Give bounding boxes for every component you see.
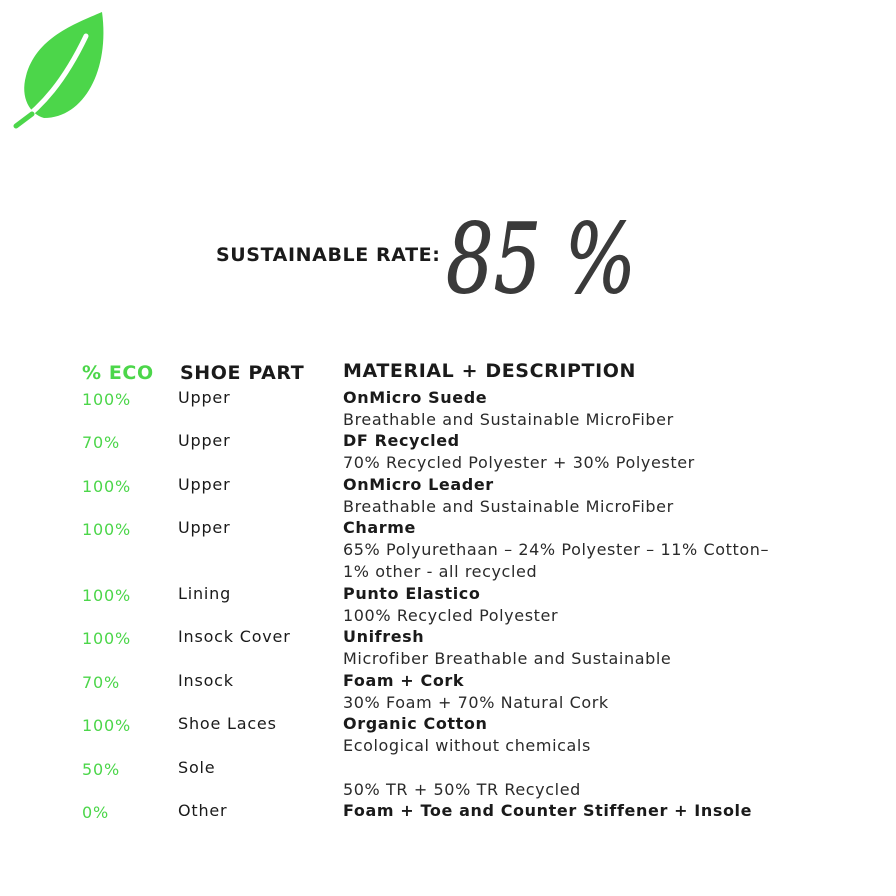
shoe-part: Lining xyxy=(178,584,232,603)
material-name: Organic Cotton xyxy=(343,714,488,733)
material-description: Breathable and Sustainable MicroFiber xyxy=(343,497,674,516)
shoe-part: Insock Cover xyxy=(178,627,291,646)
shoe-part: Upper xyxy=(178,475,231,494)
material-name: Unifresh xyxy=(343,627,425,646)
column-header-shoe-part: SHOE PART xyxy=(180,362,305,384)
shoe-part: Upper xyxy=(178,388,231,407)
material-cell xyxy=(343,713,813,757)
material-name: Punto Elastico xyxy=(343,584,481,603)
material-description: 65% Polyurethaan – 24% Polyester – 11% Cotton– 1% other - all recycled xyxy=(343,540,770,581)
material-name: Charme xyxy=(343,518,416,537)
material-cell xyxy=(343,670,813,714)
material-name: DF Recycled xyxy=(343,431,460,450)
eco-percent: 100% xyxy=(82,716,131,735)
material-description: Ecological without chemicals xyxy=(343,736,591,755)
sustainable-rate-value xyxy=(446,203,646,315)
shoe-part: Other xyxy=(178,801,228,820)
material-description: 70% Recycled Polyester + 30% Polyester xyxy=(343,453,695,472)
column-header-eco: % ECO xyxy=(82,362,154,384)
material-description: Breathable and Sustainable MicroFiber xyxy=(343,410,674,429)
material-name: OnMicro Suede xyxy=(343,388,488,407)
shoe-part: Upper xyxy=(178,431,231,450)
svg-text:85 %: 85 % xyxy=(446,203,636,315)
eco-percent: 100% xyxy=(82,586,131,605)
sustainable-rate-label: SUSTAINABLE RATE: xyxy=(216,244,441,266)
eco-percent: 0% xyxy=(82,803,109,822)
material-description: 30% Foam + 70% Natural Cork xyxy=(343,693,609,712)
material-cell xyxy=(343,757,813,801)
material-description: 50% TR + 50% TR Recycled xyxy=(343,780,581,799)
material-cell xyxy=(343,583,813,627)
shoe-part: Upper xyxy=(178,518,231,537)
material-description: 100% Recycled Polyester xyxy=(343,606,559,625)
shoe-part: Insock xyxy=(178,671,234,690)
eco-percent: 100% xyxy=(82,390,131,409)
leaf-icon xyxy=(14,10,106,128)
material-name xyxy=(343,757,813,779)
material-name: Foam + Toe and Counter Stiffener + Insole xyxy=(343,801,753,820)
material-cell xyxy=(343,626,813,670)
shoe-part: Sole xyxy=(178,758,216,777)
eco-percent: 70% xyxy=(82,433,120,452)
material-cell xyxy=(343,474,813,518)
material-cell xyxy=(343,430,813,474)
shoe-part: Shoe Laces xyxy=(178,714,277,733)
material-description: Microfiber Breathable and Sustainable xyxy=(343,649,672,668)
material-cell xyxy=(343,800,813,822)
eco-percent: 100% xyxy=(82,477,131,496)
eco-percent: 100% xyxy=(82,520,131,539)
eco-percent: 70% xyxy=(82,673,120,692)
material-name: Foam + Cork xyxy=(343,671,465,690)
eco-percent: 50% xyxy=(82,760,120,779)
material-cell xyxy=(343,387,813,431)
material-name: OnMicro Leader xyxy=(343,475,494,494)
material-cell xyxy=(343,517,813,582)
eco-percent: 100% xyxy=(82,629,131,648)
column-header-material: MATERIAL + DESCRIPTION xyxy=(343,360,637,382)
